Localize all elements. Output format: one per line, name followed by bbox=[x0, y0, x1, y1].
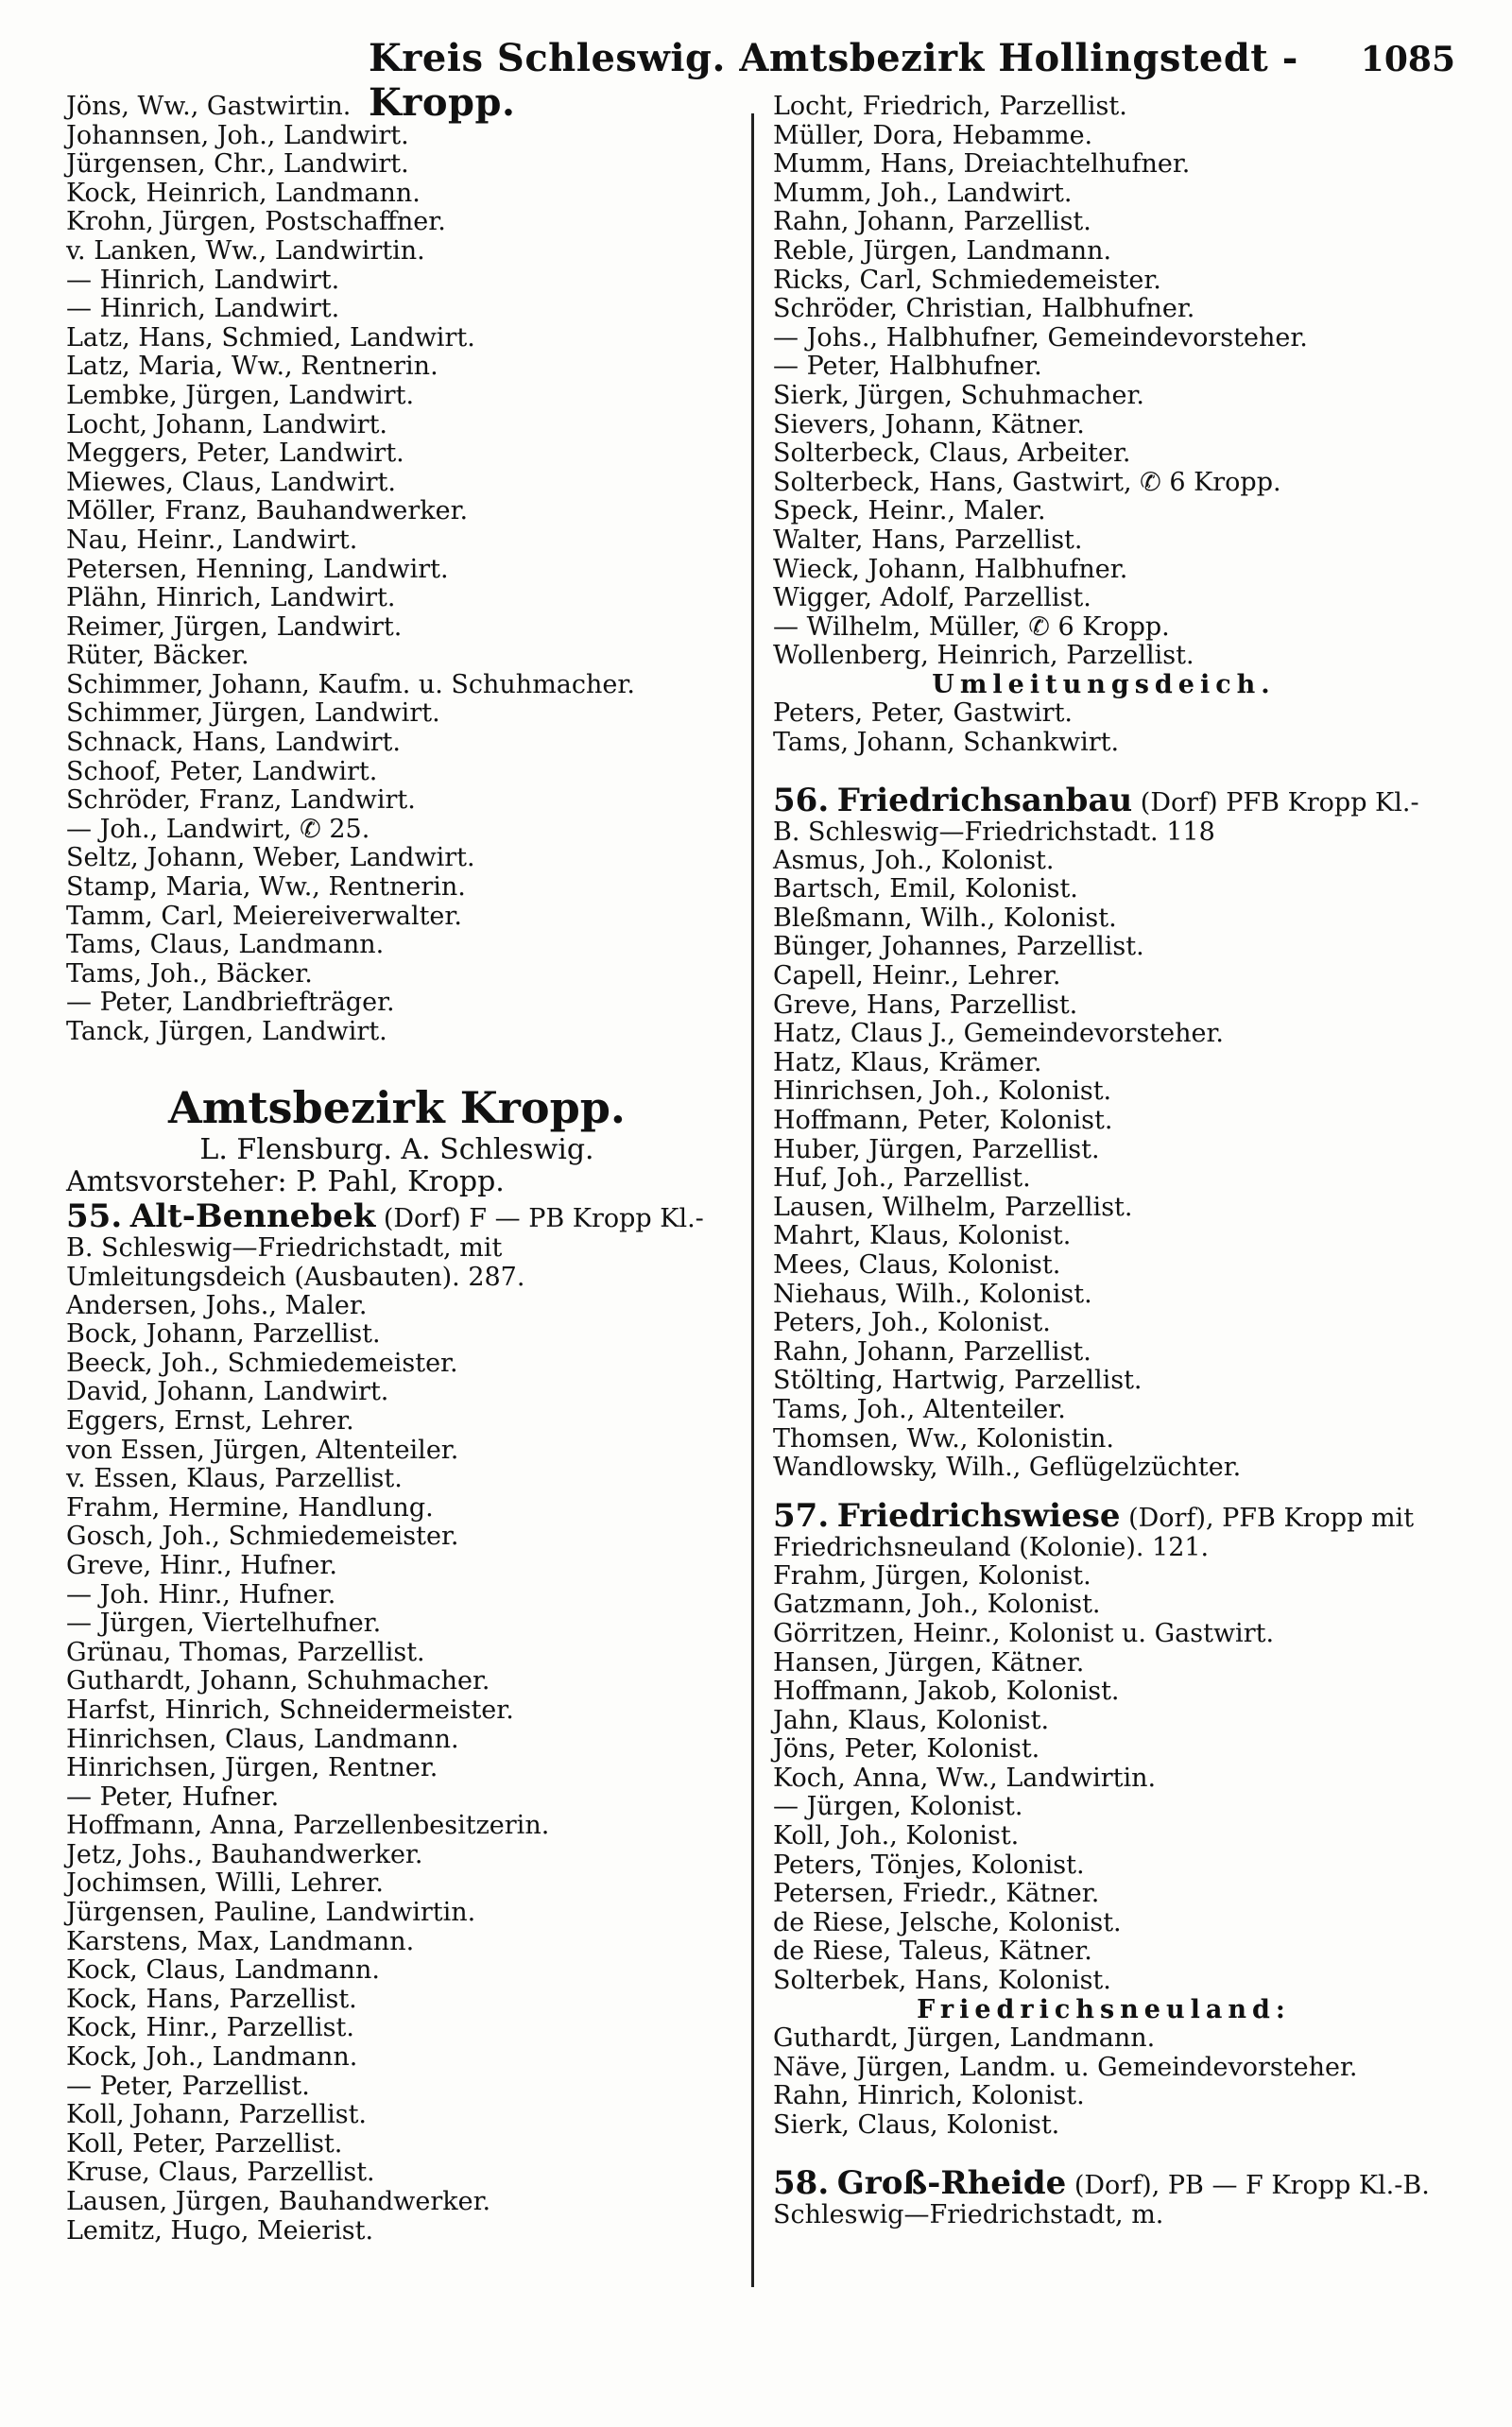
directory-entry: Sierk, Jürgen, Schuhmacher. bbox=[773, 380, 1144, 410]
directory-entry: Solterbeck, Hans, Gastwirt, ✆ 6 Kropp. bbox=[773, 467, 1281, 497]
directory-entry: — Jürgen, Kolonist. bbox=[773, 1792, 1023, 1822]
village-55-header bbox=[66, 1196, 728, 1292]
directory-entry: Koch, Anna, Ww., Landwirtin. bbox=[773, 1763, 1157, 1793]
directory-entry: Kock, Heinrich, Landmann. bbox=[66, 178, 421, 208]
directory-entry: Huber, Jürgen, Parzellist. bbox=[773, 1134, 1100, 1164]
column-divider bbox=[751, 113, 754, 2287]
directory-entry: Mumm, Hans, Dreiachtelhufner. bbox=[773, 149, 1191, 180]
village-name: Friedrichswiese bbox=[836, 1496, 1121, 1535]
directory-entry: Hoffmann, Jakob, Kolonist. bbox=[773, 1677, 1120, 1707]
directory-entry: Tams, Claus, Landmann. bbox=[66, 930, 385, 960]
directory-entry: Hoffmann, Anna, Parzellenbesitzerin. bbox=[66, 1811, 550, 1841]
directory-entry: Sievers, Johann, Kätner. bbox=[773, 409, 1085, 439]
directory-entry: Bleßmann, Wilh., Kolonist. bbox=[773, 903, 1117, 933]
directory-entry: Jahn, Klaus, Kolonist. bbox=[773, 1705, 1050, 1735]
directory-entry: Hatz, Claus J., Gemeindevorsteher. bbox=[773, 1019, 1224, 1049]
directory-entry: Greve, Hinr., Hufner. bbox=[66, 1550, 337, 1580]
directory-entry: Walter, Hans, Parzellist. bbox=[773, 525, 1083, 555]
directory-entry: Jürgensen, Chr., Landwirt. bbox=[66, 149, 409, 180]
directory-entry: Schimmer, Jürgen, Landwirt. bbox=[66, 698, 440, 729]
directory-entry: Jöns, Peter, Kolonist. bbox=[773, 1734, 1040, 1764]
left-top-entries bbox=[66, 93, 728, 1047]
directory-entry: Sierk, Claus, Kolonist. bbox=[773, 2110, 1060, 2140]
directory-entry: — Peter, Halbhufner. bbox=[773, 352, 1042, 382]
directory-entry: Stölting, Hartwig, Parzellist. bbox=[773, 1366, 1143, 1396]
running-title: Kreis Schleswig. Amtsbezirk Hollingstedt - Kropp. bbox=[369, 36, 1298, 125]
directory-entry: — Hinrich, Landwirt. bbox=[66, 265, 340, 295]
directory-entry: Rahn, Hinrich, Kolonist. bbox=[773, 2081, 1085, 2111]
directory-entry: Bünger, Johannes, Parzellist. bbox=[773, 932, 1144, 962]
directory-entry: — Peter, Parzellist. bbox=[66, 2071, 310, 2101]
directory-entry: Peters, Joh., Kolonist. bbox=[773, 1308, 1051, 1338]
directory-entry: Thomsen, Ww., Kolonistin. bbox=[773, 1423, 1114, 1454]
village-info: (Dorf), PFB Kropp mit Friedrichsneuland (Kolonie). 121. bbox=[773, 1503, 1415, 1562]
directory-entry: Näve, Jürgen, Landm. u. Gemeindevorsteher. bbox=[773, 2052, 1358, 2082]
directory-entry: Tams, Joh., Altenteiler. bbox=[773, 1394, 1066, 1424]
directory-entry: Bock, Johann, Parzellist. bbox=[66, 1319, 381, 1350]
directory-entry: Lausen, Jürgen, Bauhandwerker. bbox=[66, 2187, 491, 2216]
directory-entry: Solterbek, Hans, Kolonist. bbox=[773, 1966, 1111, 1996]
directory-entry: Lembke, Jürgen, Landwirt. bbox=[66, 380, 415, 410]
directory-entry: Locht, Friedrich, Parzellist. bbox=[773, 92, 1127, 121]
village-info: (Dorf) F — PB Kropp Kl.-B. Schleswig—Friedrichstadt, mit Umleitungsdeich (Ausbauten). 287. bbox=[66, 1203, 704, 1292]
directory-entry: — Johs., Halbhufner, Gemeindevorsteher. bbox=[773, 322, 1308, 353]
directory-entry: Petersen, Henning, Landwirt. bbox=[66, 554, 449, 584]
directory-entry: David, Johann, Landwirt. bbox=[66, 1377, 389, 1407]
section-umleitungsdeich: Umleitungsdeich. bbox=[932, 669, 1276, 699]
directory-entry: Schoof, Peter, Landwirt. bbox=[66, 756, 378, 786]
directory-entry: Tanck, Jürgen, Landwirt. bbox=[66, 1017, 387, 1046]
directory-entry: Tams, Johann, Schankwirt. bbox=[773, 728, 1120, 758]
directory-entry: Meggers, Peter, Landwirt. bbox=[66, 439, 404, 469]
directory-entry: Görritzen, Heinr., Kolonist u. Gastwirt. bbox=[773, 1618, 1275, 1648]
directory-entry: Guthardt, Jürgen, Landmann. bbox=[773, 2023, 1156, 2054]
directory-entry: Jochimsen, Willi, Lehrer. bbox=[66, 1868, 384, 1899]
directory-entry: Jetz, Johs., Bauhandwerker. bbox=[66, 1839, 423, 1869]
directory-entry: Kock, Joh., Landmann. bbox=[66, 2042, 358, 2073]
directory-entry: Guthardt, Johann, Schuhmacher. bbox=[66, 1666, 490, 1696]
umleitungsdeich-entries bbox=[773, 699, 1435, 757]
village-info: (Dorf), PB — F Kropp Kl.-B. Schleswig—Friedrichstadt, m. bbox=[773, 2170, 1430, 2229]
page-number: 1085 bbox=[1360, 40, 1455, 79]
directory-entry: Eggers, Ernst, Lehrer. bbox=[66, 1405, 354, 1436]
village-info: (Dorf) PFB Kropp Kl.-B. Schleswig—Friedrichstadt. 118 bbox=[773, 787, 1419, 847]
directory-entry: — Jürgen, Viertelhufner. bbox=[66, 1609, 382, 1639]
directory-entry: Lausen, Wilhelm, Parzellist. bbox=[773, 1192, 1133, 1222]
village-name: Friedrichsanbau bbox=[836, 781, 1133, 819]
right-column bbox=[773, 93, 1435, 2229]
village-55-entries bbox=[66, 1292, 728, 2246]
directory-entry: Kock, Hans, Parzellist. bbox=[66, 1984, 357, 2014]
directory-entry: — Wilhelm, Müller, ✆ 6 Kropp. bbox=[773, 611, 1170, 642]
directory-entry: — Peter, Landbriefträger. bbox=[66, 988, 395, 1018]
directory-entry: Huf, Joh., Parzellist. bbox=[773, 1163, 1031, 1194]
directory-entry: Schröder, Christian, Halbhufner. bbox=[773, 294, 1195, 324]
directory-entry: — Hinrich, Landwirt. bbox=[66, 294, 340, 324]
directory-entry: de Riese, Taleus, Kätner. bbox=[773, 1936, 1092, 1967]
directory-entry: Schnack, Hans, Landwirt. bbox=[66, 728, 401, 758]
amt-location: L. Flensburg. A. Schleswig. bbox=[199, 1132, 594, 1166]
directory-entry: Plähn, Hinrich, Landwirt. bbox=[66, 583, 396, 613]
directory-entry: Kruse, Claus, Parzellist. bbox=[66, 2158, 375, 2188]
directory-entry: Harfst, Hinrich, Schneidermeister. bbox=[66, 1695, 514, 1725]
directory-entry: Hansen, Jürgen, Kätner. bbox=[773, 1647, 1085, 1678]
village-name: Alt-Bennebek bbox=[129, 1196, 376, 1235]
directory-entry: Wollenberg, Heinrich, Parzellist. bbox=[773, 641, 1194, 671]
directory-entry: Reble, Jürgen, Landmann. bbox=[773, 235, 1112, 266]
directory-entry: Frahm, Jürgen, Kolonist. bbox=[773, 1560, 1091, 1591]
directory-entry: Mees, Claus, Kolonist. bbox=[773, 1249, 1061, 1280]
directory-entry: Mahrt, Klaus, Kolonist. bbox=[773, 1221, 1072, 1251]
directory-entry: Rahn, Johann, Parzellist. bbox=[773, 207, 1091, 237]
amt-head-officer: Amtsvorsteher: P. Pahl, Kropp. bbox=[66, 1164, 505, 1198]
directory-entry: Wieck, Johann, Halbhufner. bbox=[773, 554, 1128, 584]
directory-entry: Peters, Tönjes, Kolonist. bbox=[773, 1850, 1085, 1880]
directory-entry: Petersen, Friedr., Kätner. bbox=[773, 1879, 1100, 1909]
directory-entry: Rahn, Johann, Parzellist. bbox=[773, 1336, 1091, 1367]
directory-entry: Gatzmann, Joh., Kolonist. bbox=[773, 1590, 1101, 1620]
directory-entry: Hatz, Klaus, Krämer. bbox=[773, 1047, 1042, 1077]
directory-entry: Grünau, Thomas, Parzellist. bbox=[66, 1637, 425, 1667]
directory-entry: Wigger, Adolf, Parzellist. bbox=[773, 583, 1091, 613]
directory-entry: Koll, Peter, Parzellist. bbox=[66, 2128, 343, 2159]
directory-entry: Möller, Franz, Bauhandwerker. bbox=[66, 496, 469, 526]
directory-entry: Hinrichsen, Jürgen, Rentner. bbox=[66, 1753, 438, 1783]
village-number: 58. bbox=[773, 2163, 830, 2202]
section-friedrichsneuland: Friedrichsneuland: bbox=[917, 1994, 1291, 2024]
directory-entry: Kock, Claus, Landmann. bbox=[66, 1955, 380, 1986]
directory-entry: Koll, Joh., Kolonist. bbox=[773, 1821, 1020, 1851]
directory-entry: Jürgensen, Pauline, Landwirtin. bbox=[66, 1898, 476, 1928]
directory-entry: Schimmer, Johann, Kaufm. u. Schuhmacher. bbox=[66, 669, 635, 699]
directory-entry: Stamp, Maria, Ww., Rentnerin. bbox=[66, 872, 466, 903]
directory-entry: Latz, Hans, Schmied, Landwirt. bbox=[66, 322, 475, 353]
village-number: 56. bbox=[773, 781, 830, 819]
directory-entry: Lemitz, Hugo, Meierist. bbox=[66, 2215, 374, 2246]
village-56-header bbox=[773, 781, 1435, 847]
directory-entry: Bartsch, Emil, Kolonist. bbox=[773, 874, 1078, 904]
amt-heading: Amtsbezirk Kropp. bbox=[168, 1081, 626, 1133]
directory-entry: von Essen, Jürgen, Altenteiler. bbox=[66, 1435, 459, 1465]
directory-entry: Rüter, Bäcker. bbox=[66, 641, 249, 671]
directory-entry: Seltz, Johann, Weber, Landwirt. bbox=[66, 843, 475, 873]
directory-entry: Beeck, Joh., Schmiedemeister. bbox=[66, 1348, 458, 1378]
village-number: 55. bbox=[66, 1196, 123, 1235]
directory-entry: Krohn, Jürgen, Postschaffner. bbox=[66, 207, 446, 237]
directory-entry: Asmus, Joh., Kolonist. bbox=[773, 845, 1055, 875]
directory-entry: Tams, Joh., Bäcker. bbox=[66, 958, 313, 989]
directory-entry: Miewes, Claus, Landwirt. bbox=[66, 467, 396, 497]
directory-entry: Capell, Heinr., Lehrer. bbox=[773, 961, 1061, 991]
directory-entry: Tamm, Carl, Meiereiverwalter. bbox=[66, 901, 462, 931]
directory-entry: Wandlowsky, Wilh., Geflügelzüchter. bbox=[773, 1453, 1242, 1483]
directory-entry: Johannsen, Joh., Landwirt. bbox=[66, 120, 409, 150]
directory-entry: Ricks, Carl, Schmiedemeister. bbox=[773, 265, 1161, 295]
directory-entry: Greve, Hans, Parzellist. bbox=[773, 990, 1078, 1020]
right-top-entries bbox=[773, 93, 1435, 671]
directory-entry: — Peter, Hufner. bbox=[66, 1782, 280, 1812]
village-57-entries bbox=[773, 1562, 1435, 1996]
directory-entry: Hoffmann, Peter, Kolonist. bbox=[773, 1106, 1113, 1135]
directory-entry: — Joh. Hinr., Hufner. bbox=[66, 1579, 336, 1609]
directory-entry: Mumm, Joh., Landwirt. bbox=[773, 178, 1073, 208]
village-57-header bbox=[773, 1496, 1435, 1562]
village-58-header bbox=[773, 2163, 1435, 2229]
directory-entry: v. Essen, Klaus, Parzellist. bbox=[66, 1464, 403, 1494]
directory-entry: Hinrichsen, Joh., Kolonist. bbox=[773, 1076, 1112, 1107]
directory-entry: Gosch, Joh., Schmiedemeister. bbox=[66, 1522, 459, 1552]
village-number: 57. bbox=[773, 1496, 830, 1535]
directory-entry: Solterbeck, Claus, Arbeiter. bbox=[773, 439, 1131, 469]
directory-entry: de Riese, Jelsche, Kolonist. bbox=[773, 1907, 1122, 1937]
directory-entry: Jöns, Ww., Gastwirtin. bbox=[66, 92, 352, 121]
directory-entry: v. Lanken, Ww., Landwirtin. bbox=[66, 235, 425, 266]
directory-entry: Schröder, Franz, Landwirt. bbox=[66, 785, 416, 816]
directory-entry: Frahm, Hermine, Handlung. bbox=[66, 1492, 434, 1523]
directory-entry: Nau, Heinr., Landwirt. bbox=[66, 525, 358, 555]
directory-entry: Latz, Maria, Ww., Rentnerin. bbox=[66, 352, 438, 382]
directory-entry: Speck, Heinr., Maler. bbox=[773, 496, 1046, 526]
left-column bbox=[66, 93, 728, 2246]
friedrichsneuland-entries bbox=[773, 2024, 1435, 2140]
directory-entry: Müller, Dora, Hebamme. bbox=[773, 120, 1093, 150]
directory-entry: — Joh., Landwirt, ✆ 25. bbox=[66, 814, 370, 844]
directory-entry: Locht, Johann, Landwirt. bbox=[66, 409, 388, 439]
directory-entry: Peters, Peter, Gastwirt. bbox=[773, 698, 1074, 729]
directory-entry: Hinrichsen, Claus, Landmann. bbox=[66, 1724, 459, 1754]
village-name: Groß-Rheide bbox=[836, 2163, 1067, 2202]
directory-entry: Andersen, Johs., Maler. bbox=[66, 1290, 368, 1320]
village-56-entries bbox=[773, 847, 1435, 1483]
directory-entry: Karstens, Max, Landmann. bbox=[66, 1926, 415, 1956]
directory-entry: Kock, Hinr., Parzellist. bbox=[66, 2013, 354, 2043]
directory-entry: Reimer, Jürgen, Landwirt. bbox=[66, 611, 403, 642]
directory-entry: Niehaus, Wilh., Kolonist. bbox=[773, 1279, 1092, 1309]
directory-entry: Koll, Johann, Parzellist. bbox=[66, 2100, 368, 2130]
